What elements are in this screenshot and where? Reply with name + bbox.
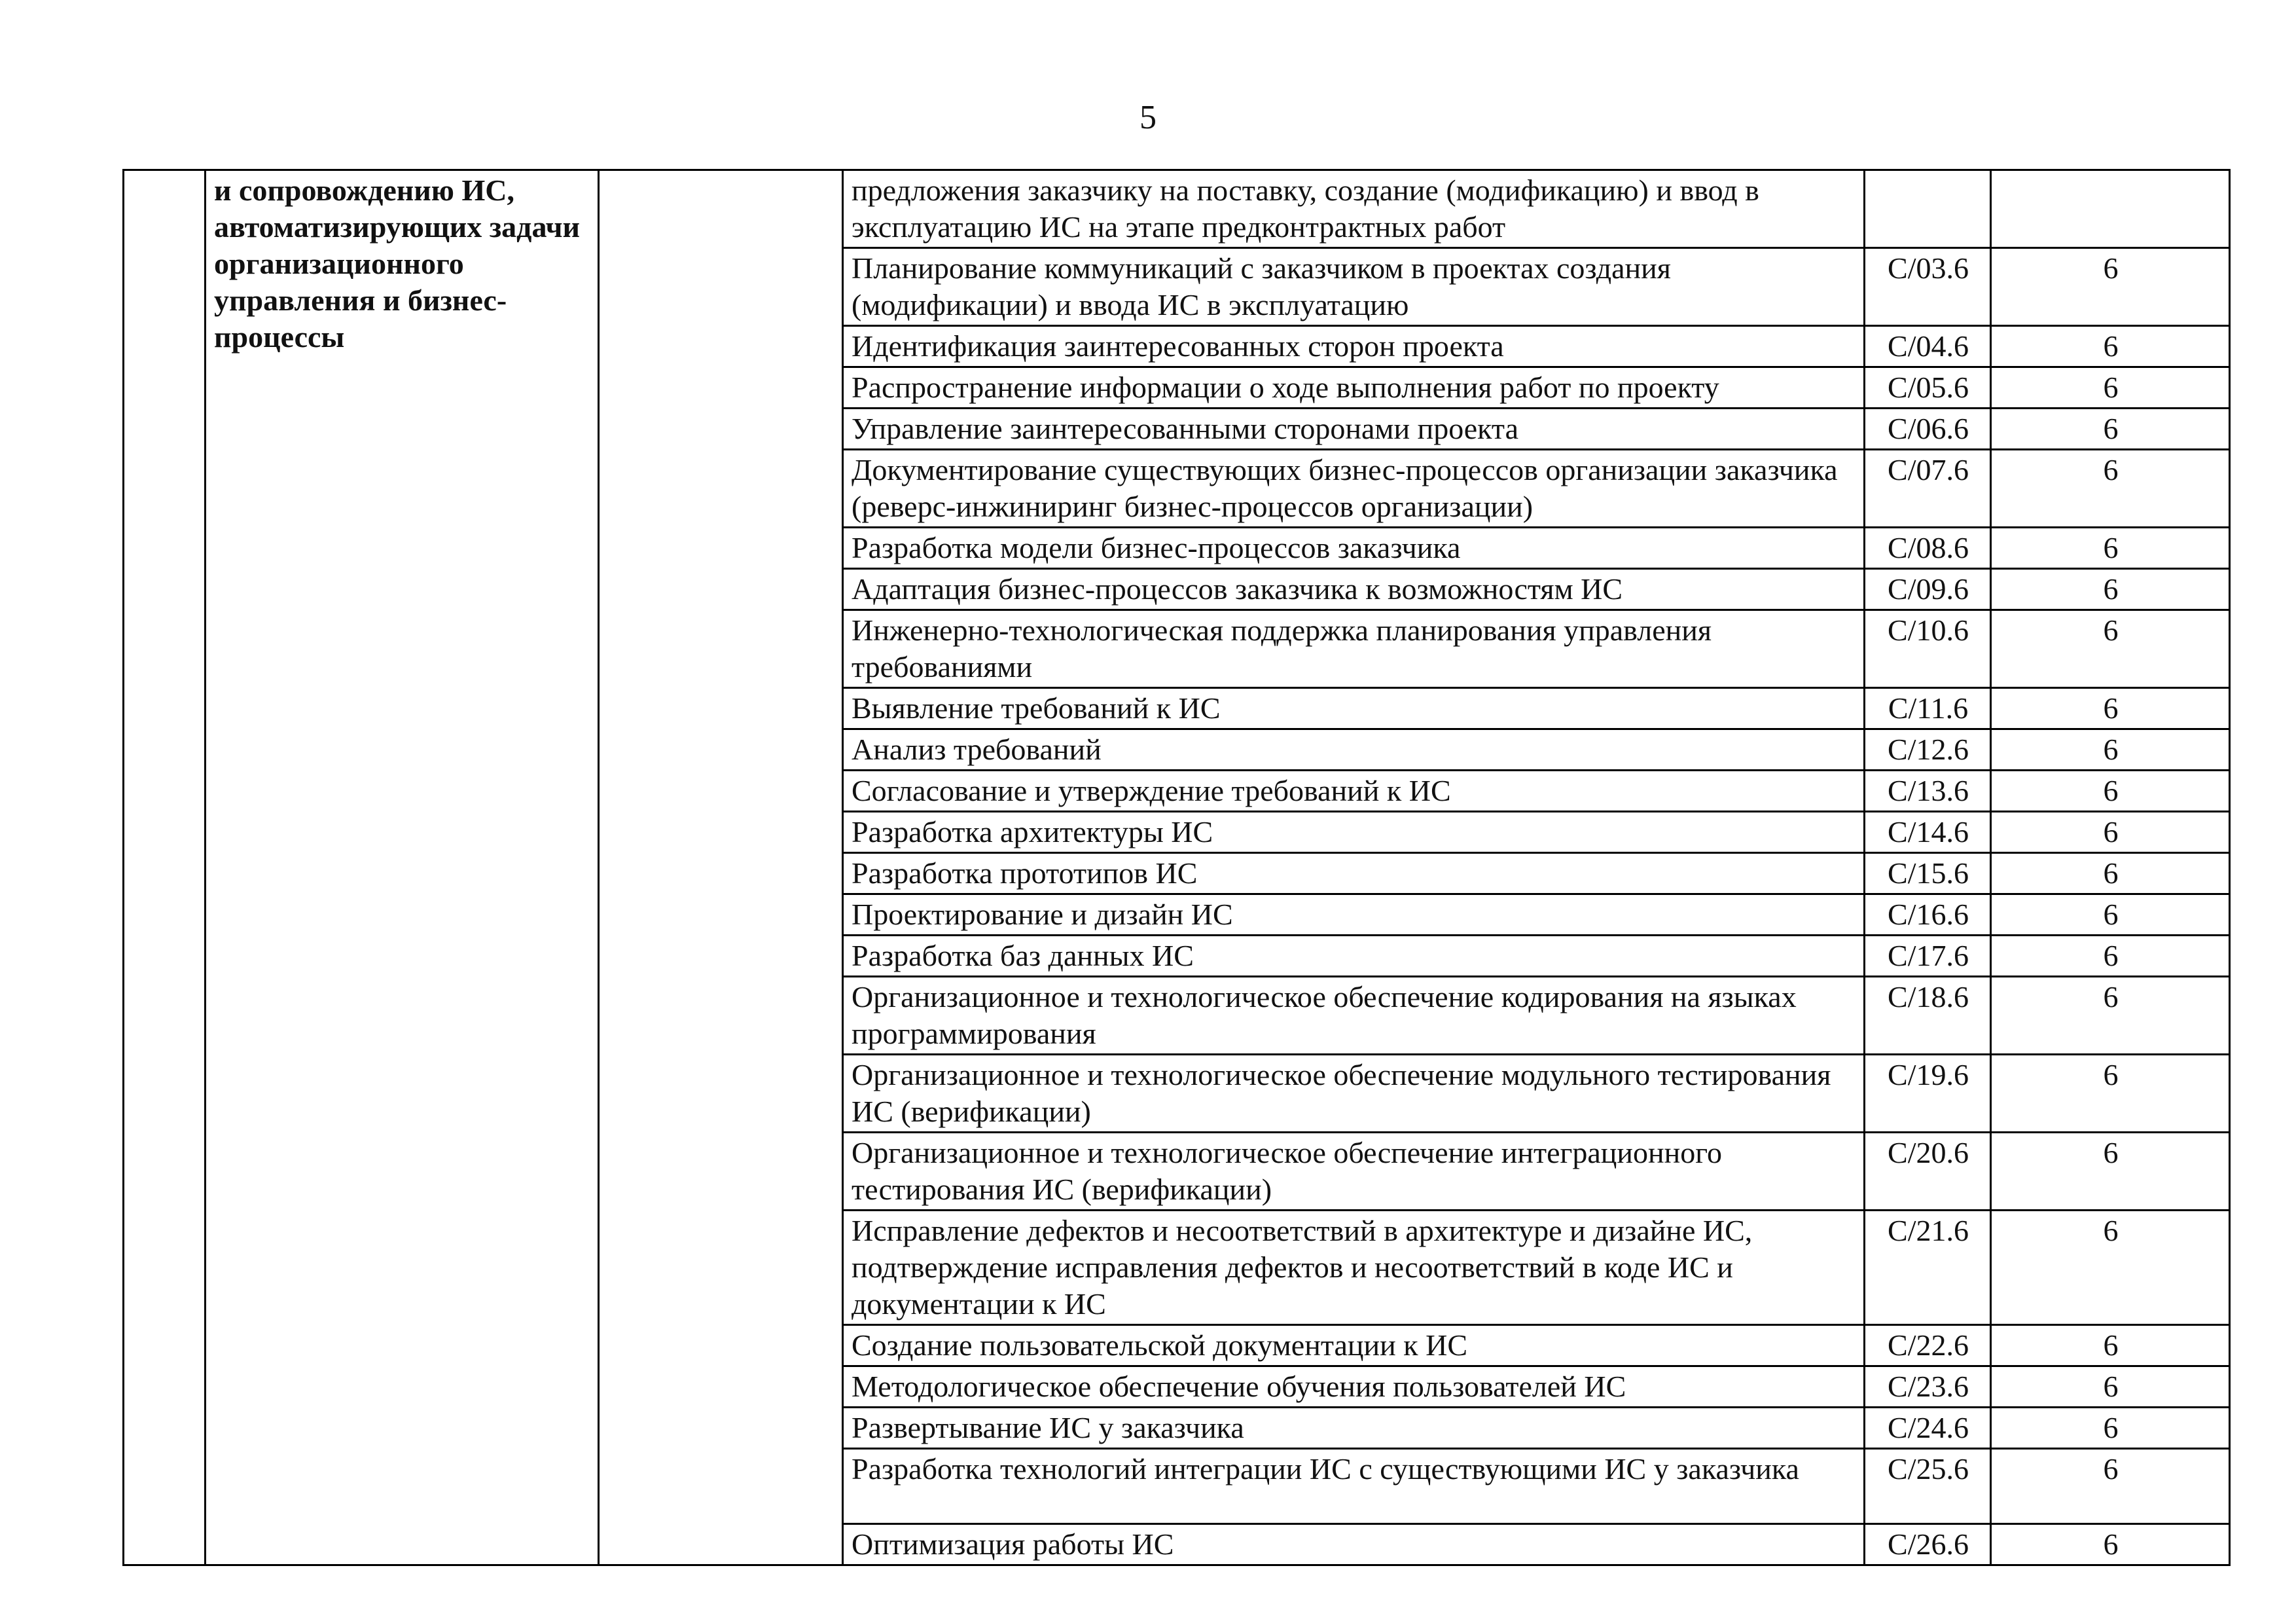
labor-function-name: предложения заказчику на поставку, создание (модификацию) и ввод в эксплуатацию ИС на этапе предконтрактных работ [843,170,1865,248]
row-number-cell [124,170,206,1565]
labor-function-name: Организационное и технологическое обеспечение интеграционного тестирования ИС (верификации) [843,1133,1865,1211]
labor-function-code: C/13.6 [1865,771,1991,812]
competency-table [122,169,2231,1566]
labor-function-name: Организационное и технологическое обеспечение кодирования на языках программирования [843,977,1865,1055]
labor-function-code: C/23.6 [1865,1366,1991,1408]
labor-function-code: C/25.6 [1865,1449,1991,1524]
labor-function-code: C/07.6 [1865,450,1991,528]
qualification-level: 6 [1991,1449,2230,1524]
qualification-level: 6 [1991,1325,2230,1366]
labor-function-code: C/04.6 [1865,326,1991,367]
qualification-level: 6 [1991,812,2230,853]
labor-function-name: Разработка технологий интеграции ИС с существующими ИС у заказчика [843,1449,1865,1524]
labor-function-code: C/08.6 [1865,528,1991,569]
labor-function-name: Выявление требований к ИС [843,688,1865,729]
labor-function-code: C/26.6 [1865,1524,1991,1565]
generalized-function-title: и сопровождению ИС, автоматизирующих задачи организационного управления и бизнес-процессы [206,170,599,1565]
qualification-level: 6 [1991,1366,2230,1408]
labor-function-code: C/05.6 [1865,367,1991,409]
labor-function-name: Инженерно-технологическая поддержка планирования управления требованиями [843,610,1865,688]
labor-function-code: C/18.6 [1865,977,1991,1055]
qualification-level: 6 [1991,450,2230,528]
labor-function-code: C/03.6 [1865,248,1991,326]
qualification-level: 6 [1991,1211,2230,1325]
qualification-level: 6 [1991,894,2230,936]
qualification-level [1991,170,2230,248]
labor-function-name: Адаптация бизнес-процессов заказчика к возможностям ИС [843,569,1865,610]
qualification-level: 6 [1991,326,2230,367]
qualification-level: 6 [1991,936,2230,977]
labor-function-name: Разработка архитектуры ИС [843,812,1865,853]
qualification-level: 6 [1991,688,2230,729]
qualification-level: 6 [1991,977,2230,1055]
qualification-level: 6 [1991,729,2230,771]
labor-function-name: Оптимизация работы ИС [843,1524,1865,1565]
qualification-level: 6 [1991,248,2230,326]
labor-function-code: C/22.6 [1865,1325,1991,1366]
labor-function-name: Документирование существующих бизнес-процессов организации заказчика (реверс-инжиниринг бизнес-процессов организации) [843,450,1865,528]
labor-function-name: Методологическое обеспечение обучения пользователей ИС [843,1366,1865,1408]
labor-function-name: Развертывание ИС у заказчика [843,1408,1865,1449]
labor-function-code: C/17.6 [1865,936,1991,977]
qualification-level: 6 [1991,853,2230,894]
labor-function-name: Анализ требований [843,729,1865,771]
labor-function-code: C/15.6 [1865,853,1991,894]
labor-function-name: Разработка баз данных ИС [843,936,1865,977]
qualification-level: 6 [1991,771,2230,812]
labor-function-code: C/21.6 [1865,1211,1991,1325]
labor-function-name: Проектирование и дизайн ИС [843,894,1865,936]
labor-function-name: Разработка модели бизнес-процессов заказчика [843,528,1865,569]
labor-function-code: C/11.6 [1865,688,1991,729]
labor-function-name: Разработка прототипов ИС [843,853,1865,894]
labor-function-name: Исправление дефектов и несоответствий в архитектуре и дизайне ИС, подтверждение исправления дефектов и несоответствий в коде ИС и документации к ИС [843,1211,1865,1325]
labor-function-name: Управление заинтересованными сторонами проекта [843,409,1865,450]
labor-function-code: C/20.6 [1865,1133,1991,1211]
qualification-level: 6 [1991,1524,2230,1565]
qualification-level: 6 [1991,367,2230,409]
labor-function-code: C/10.6 [1865,610,1991,688]
labor-function-name: Организационное и технологическое обеспечение модульного тестирования ИС (верификации) [843,1055,1865,1133]
page-number: 5 [1139,99,1157,136]
labor-function-name: Согласование и утверждение требований к ИС [843,771,1865,812]
labor-function-code: C/19.6 [1865,1055,1991,1133]
table-row [124,170,2230,248]
labor-function-code: C/24.6 [1865,1408,1991,1449]
qualification-level: 6 [1991,569,2230,610]
labor-function-code: C/14.6 [1865,812,1991,853]
qualification-level: 6 [1991,528,2230,569]
qualification-level: 6 [1991,1133,2230,1211]
labor-function-name: Идентификация заинтересованных сторон проекта [843,326,1865,367]
labor-function-code: C/12.6 [1865,729,1991,771]
labor-function-name: Планирование коммуникаций с заказчиком в проектах создания (модификации) и ввода ИС в эксплуатацию [843,248,1865,326]
labor-function-name: Создание пользовательской документации к ИС [843,1325,1865,1366]
qualification-level: 6 [1991,1055,2230,1133]
qualification-level: 6 [1991,409,2230,450]
labor-function-code: C/16.6 [1865,894,1991,936]
labor-function-code [1865,170,1991,248]
qualification-level: 6 [1991,610,2230,688]
labor-function-code: C/06.6 [1865,409,1991,450]
labor-function-name: Распространение информации о ходе выполнения работ по проекту [843,367,1865,409]
table-body [124,170,2230,1565]
qualification-level: 6 [1991,1408,2230,1449]
labor-function-code: C/09.6 [1865,569,1991,610]
generalized-function-level [599,170,843,1565]
